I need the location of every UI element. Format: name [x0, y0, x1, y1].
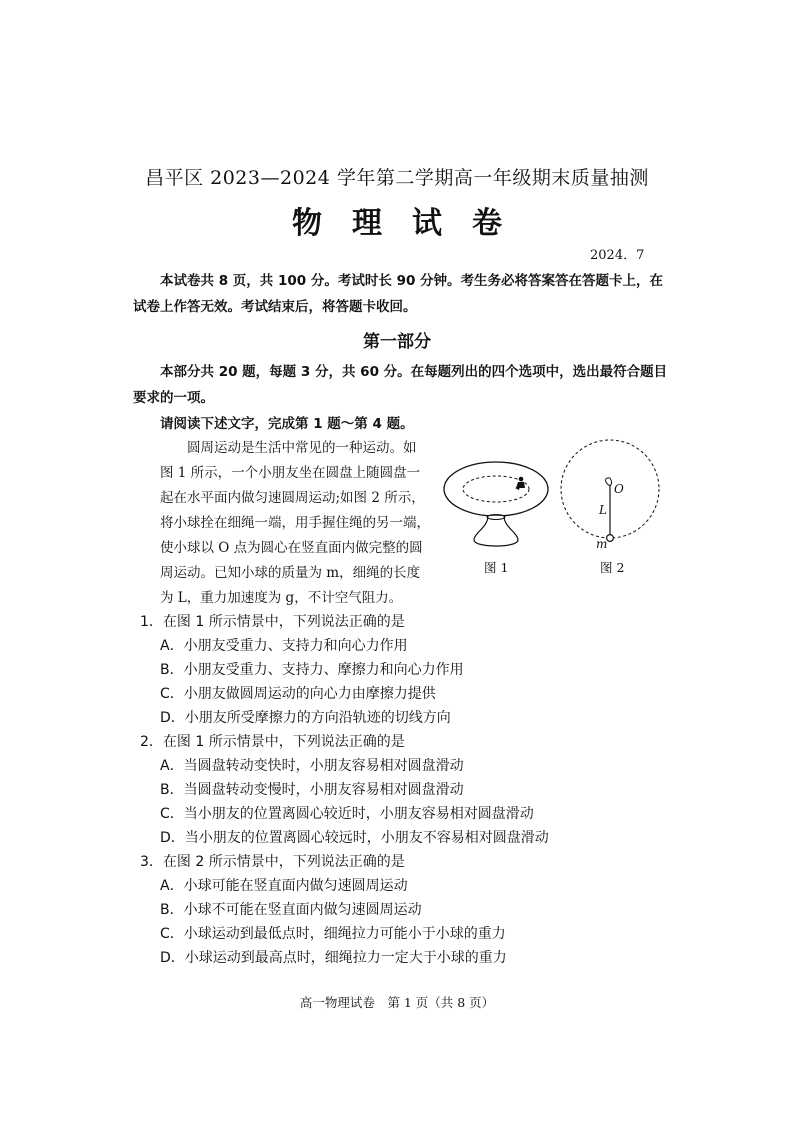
mass-m-label: m: [596, 537, 608, 551]
part-description-1: 本部分共 20 题，每题 3 分，共 60 分。在每题列出的四个选项中，选出最符合题目: [160, 364, 668, 380]
figure-1-label: 图 1: [484, 560, 509, 575]
question-3-stem: 3．在图 2 所示情景中，下列说法正确的是: [140, 854, 405, 870]
reading-instruction: 请阅读下述文字，完成第 1 题～第 4 题。: [160, 416, 414, 432]
question-1-option-a: A．小朋友受重力、支持力和向心力作用: [160, 638, 408, 654]
question-3-option-b: B．小球不可能在竖直面内做匀速圆周运动: [160, 902, 422, 918]
question-1-option-b: B．小朋友受重力、支持力、摩擦力和向心力作用: [160, 662, 464, 678]
instructions-line-1: 本试卷共 8 页，共 100 分。考试时长 90 分钟。考生务必将答案答在答题卡上，在: [160, 273, 664, 289]
passage-line: 圆周运动是生活中常见的一种运动。如: [187, 440, 417, 456]
question-2-option-b: B．当圆盘转动变慢时，小朋友容易相对圆盘滑动: [160, 782, 464, 798]
question-2-option-d: D．当小朋友的位置离圆心较远时，小朋友不容易相对圆盘滑动: [160, 830, 549, 846]
passage-line: 起在水平面内做匀速圆周运动;如图 2 所示，: [160, 490, 425, 506]
part-description-2: 要求的一项。: [133, 390, 214, 406]
exam-title: 昌平区 2023—2024 学年第二学期高一年级期末质量抽测: [145, 167, 649, 189]
question-3-option-a: A．小球可能在竖直面内做匀速圆周运动: [160, 878, 408, 894]
question-3-option-c: C．小球运动到最低点时，细绳拉力可能小于小球的重力: [160, 926, 506, 942]
subject-title: 物理试卷: [292, 206, 532, 241]
length-l-label: L: [599, 503, 607, 517]
point-o-label: O: [614, 482, 624, 496]
question-2-option-c: C．当小朋友的位置离圆心较近时，小朋友容易相对圆盘滑动: [160, 806, 534, 822]
passage-line: 周运动。已知小球的质量为 m，细绳的长度: [160, 565, 421, 581]
question-1-option-d: D．小朋友所受摩擦力的方向沿轨迹的切线方向: [160, 710, 451, 726]
instructions-line-2: 试卷上作答无效。考试结束后，将答题卡收回。: [133, 299, 417, 315]
passage: [160, 436, 435, 611]
exam-date: 2024．7: [590, 248, 645, 263]
passage-line: 为 L，重力加速度为 g，不计空气阻力。: [160, 590, 403, 606]
question-1-option-c: C．小朋友做圆周运动的向心力由摩擦力提供: [160, 686, 436, 702]
question-2-option-a: A．当圆盘转动变快时，小朋友容易相对圆盘滑动: [160, 758, 464, 774]
question-2-stem: 2．在图 1 所示情景中，下列说法正确的是: [140, 734, 405, 750]
question-3-option-d: D．小球运动到最高点时，细绳拉力一定大于小球的重力: [160, 950, 507, 966]
passage-line: 将小球拴在细绳一端，用手握住绳的另一端，: [160, 515, 430, 531]
passage-line: 图 1 所示，一个小朋友坐在圆盘上随圆盘一: [160, 465, 421, 481]
figure-1-rotating-disk: [440, 455, 555, 555]
part-heading: 第一部分: [363, 332, 431, 352]
page-footer: 高一物理试卷 第 1 页（共 8 页）: [299, 995, 495, 1010]
question-1-stem: 1．在图 1 所示情景中，下列说法正确的是: [140, 614, 405, 630]
passage-line: 使小球以 O 点为圆心在竖直面内做完整的圆: [160, 540, 423, 556]
figure-2-label: 图 2: [600, 560, 625, 575]
